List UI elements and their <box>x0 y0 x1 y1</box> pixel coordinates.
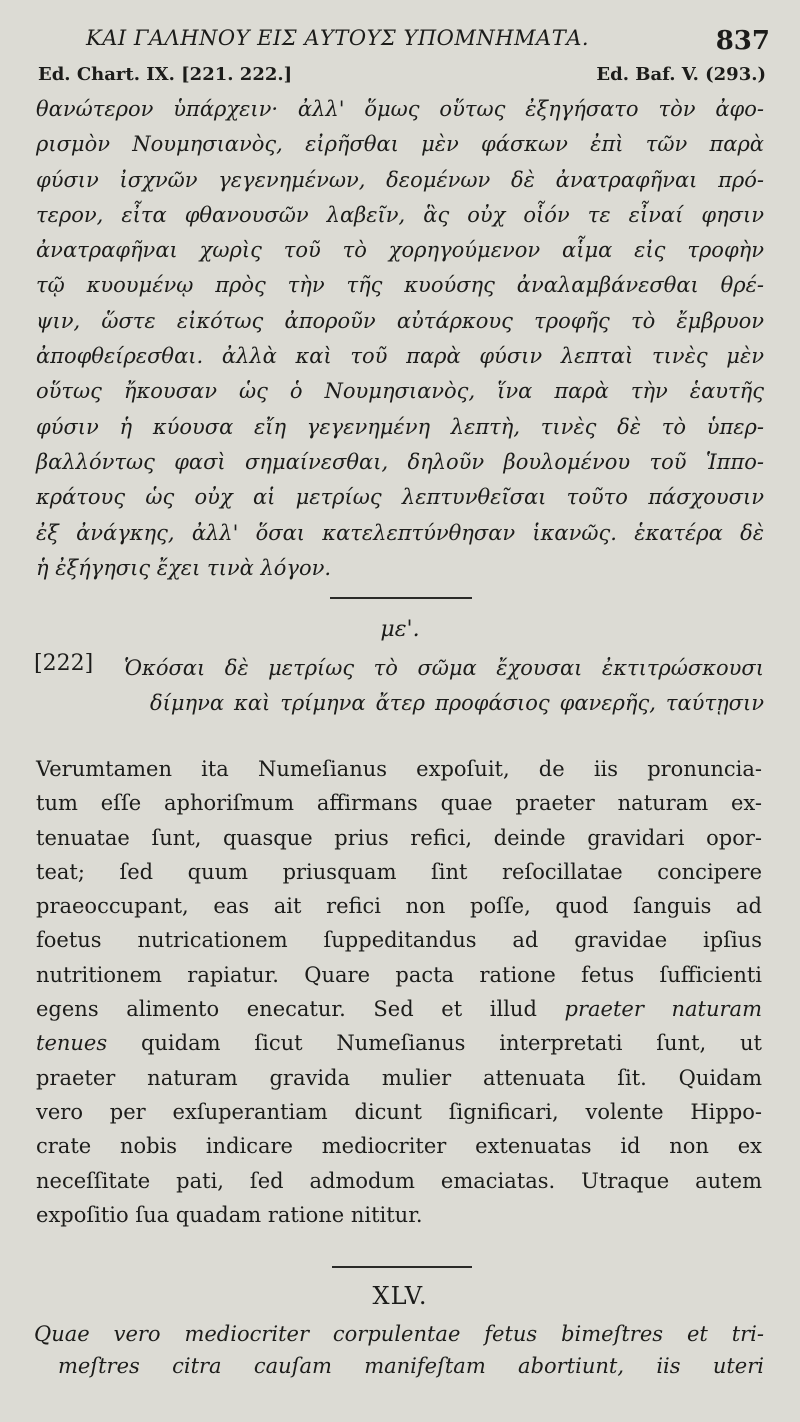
greek-line: φύσιν ἡ κύουσα εἴη γεγενημένη λεπτὴ, τινὲς δὲ τὸ ὑπερ- <box>36 414 764 439</box>
latin-commentary <box>36 752 762 1232</box>
greek-aphorism-line: Ὁκόσαι δὲ μετρίως τὸ σῶμα ἔχουσαι ἐκτιτρώσκουσι <box>124 656 764 680</box>
latin-line: crate nobis indicare mediocriter extenuatas id non ex <box>36 1134 762 1159</box>
latin-text: quidam ſicut Numeſianus interpretati ſunt, ut <box>140 1031 762 1056</box>
latin-line-mixed <box>36 1026 762 1060</box>
page-number: 837 <box>715 26 770 56</box>
greek-line: θανώτερον ὑπάρχειν· ἀλλ' ὅμως οὕτως ἐξηγήσατο τὸν ἀφο- <box>36 97 764 121</box>
greek-line: ψιν, ὥστε εἰκότως ἀποροῦν αὐτάρκους τροφῆς τὸ ἔμβρυον <box>36 308 764 333</box>
latin-line: teat; ſed quum priusquam ſint reſocillatae concipere <box>36 859 762 884</box>
latin-line: vero per exſuperantiam dicunt ſignificari, volente Hippo- <box>36 1099 762 1124</box>
greek-line: τῷ κυουμένῳ πρὸς τὴν τῆς κυούσης ἀναλαμβάνεσθαι θρέ- <box>36 273 764 298</box>
greek-line: βαλλόντως φασὶ σημαίνεσθαι, δηλοῦν βουλομένου τοῦ Ἱππο- <box>36 449 764 474</box>
latin-line: praeoccupant, eas ait refici non poſſe, quod ſanguis ad <box>36 894 762 919</box>
greek-line: ρισμὸν Νουμησιανὸς, εἰρῆσθαι μὲν φάσκων ἐπὶ τῶν παρὰ <box>36 132 764 157</box>
latin-section-number: XLV. <box>372 1282 428 1310</box>
greek-line: ἡ ἐξήγησις ἔχει τινὰ λόγον. <box>36 555 332 580</box>
latin-line: Verumtamen ita Numeſianus expoſuit, de iis pronuncia- <box>36 757 762 781</box>
aphorism-reference-number: [222] <box>34 651 94 676</box>
edition-reference-right: Ed. Baf. V. (293.) <box>596 64 766 85</box>
latin-line: foetus nutricationem ſuppeditandus ad gravidae ipſius <box>36 928 762 953</box>
latin-italic-word: tenues <box>36 1031 108 1056</box>
greek-line: τερον, εἶτα φθανουσῶν λαβεῖν, ἃς οὐχ οἷόν τε εἶναί φησιν <box>36 202 764 227</box>
latin-italic-phrase: praeter naturam <box>564 997 762 1022</box>
greek-section-number: με'. <box>380 617 420 642</box>
latin-line: tenuatae ſunt, quasque prius refici, deinde gravidari opor- <box>36 825 762 850</box>
latin-line: praeter naturam gravida mulier attenuata ſit. Quidam <box>36 1065 762 1090</box>
greek-line: ἐξ ἀνάγκης, ἀλλ' ὅσαι κατελεπτύνθησαν ἱκανῶς. ἑκατέρα δὲ <box>36 520 764 545</box>
edition-reference-left: Ed. Chart. IX. [221. 222.] <box>38 64 293 85</box>
latin-line: nutritionem rapiatur. Quare pacta ratione fetus ſufficienti <box>36 962 762 987</box>
greek-line: φύσιν ἰσχνῶν γεγενημένων, δεομένων δὲ ἀνατραφῆναι πρό- <box>36 167 764 192</box>
greek-commentary <box>36 92 764 586</box>
latin-line-mixed <box>36 992 762 1026</box>
latin-text: egens alimento enecatur. Sed et illud <box>36 997 537 1022</box>
latin-aphorism <box>34 1318 764 1382</box>
greek-line: ἀνατραφῆναι χωρὶς τοῦ τὸ χορηγούμενον αἷμα εἰς τροφὴν <box>36 238 764 263</box>
greek-aphorism <box>124 651 764 721</box>
latin-line: tum eſſe aphoriſmum affirmans quae praeter naturam ex- <box>36 791 762 816</box>
latin-aphorism-line: meſtres citra cauſam manifeſtam abortiunt, iis uteri <box>58 1354 764 1378</box>
running-head: ΚΑΙ ΓΑΛΗΝΟΥ ΕΙΣ ΑΥΤΟΥΣ ΥΠΟΜΝΗΜΑΤΑ. <box>86 26 590 50</box>
section-divider <box>330 597 472 599</box>
greek-aphorism-line: δίμηνα καὶ τρίμηνα ἄτερ προφάσιος φανερῆς, ταύτῃσιν <box>150 691 764 715</box>
latin-aphorism-line: Quae vero mediocriter corpulentae fetus bimeſtres et tri- <box>34 1322 764 1346</box>
section-divider <box>332 1266 472 1268</box>
greek-line: ἀποφθείρεσθαι. ἀλλὰ καὶ τοῦ παρὰ φύσιν λεπταὶ τινὲς μὲν <box>36 344 764 369</box>
latin-line: expoſitio ſua quadam ratione nititur. <box>36 1202 423 1227</box>
greek-line: κράτους ὡς οὐχ αἱ μετρίως λεπτυνθεῖσαι τοῦτο πάσχουσιν <box>36 485 764 510</box>
latin-line: neceſſitate pati, ſed admodum emaciatas. Utraque autem <box>36 1168 762 1193</box>
greek-line: οὕτως ἤκουσαν ὡς ὁ Νουμησιανὸς, ἵνα παρὰ τὴν ἑαυτῆς <box>36 379 764 404</box>
